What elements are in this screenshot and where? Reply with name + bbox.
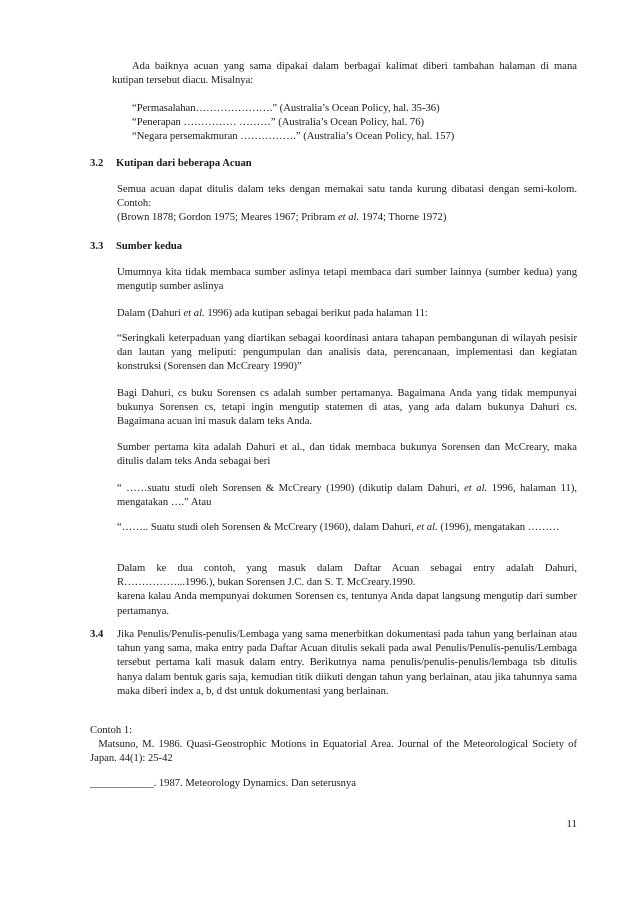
section-3-4-paragraph: Jika Penulis/Penulis-penulis/Lembaga yang sama menerbitkan dokumentasi pada tahun yang berlainan atau tahun yang sama, maka entry pada Daftar Acuan ditulis sekali pada awal Penulis/Penulis-penulis/Lembaga tersebut pertama kali masuk dalam entry. Berikutnya nama penulis/penulis-penulis/lembaga tsb ditulis hanya dalam bentuk garis saja, kemudian titik diikuti dengan tahun yang berlainan, atau jika tahunnya sama maka diberi index a, b, d dst untuk dokumentasi yang berlainan. [117,629,577,697]
example-label [90,724,132,738]
example-quote-2 [117,521,577,535]
section-title: Kutipan dari beberapa Acuan [116,158,252,169]
section-3-3-paragraph-3: Bagi Dahuri, cs buku Sorensen cs adalah sumber pertamanya. Bagaimana Anda yang tidak mempunyai bukunya Sorensen cs, tetapi ingin mengutip statemen di atas, yang ada dalam bukunya Dahuri cs. Bagaimana acuan ini masuk dalam teks Anda. [117,388,577,428]
page-number: 11 [566,818,577,830]
citation-text: (Brown 1878; Gordon 1975; Meares 1967; Pribram [117,212,338,223]
section-number: 3.3 [90,241,104,252]
quote-text: 1996, halaman 11), mengatakan ….” Atau [117,483,577,509]
section-title: Sumber kedua [116,241,183,252]
example-line: “Permasalahan………………….” (Australia’s Ocean Policy, hal. 35-36) [132,103,440,114]
section-3-3-paragraph-1: Umumnya kita tidak membaca sumber aslinya tetapi membaca dari sumber lainnya (sumber kedua) yang mengutip sumber aslinya [117,267,577,293]
section-3-3-paragraph-4: Sumber pertama kita adalah Dahuri et al., dan tidak membaca bukunya Sorensen dan McCreary, maka ditulis dalam teks Anda sebagai beri [117,442,577,468]
paragraph-text: karena kalau Anda mempunyai dokumen Sorensen cs, tentunya Anda dapat langsung mengutip dari sumber pertamanya. [117,591,577,617]
example-quote-1 [117,482,577,510]
quote-text: “ ……suatu studi oleh Sorensen & McCreary (1990) (dikutip dalam Dahuri, [117,483,465,494]
et-al: et al. [337,212,360,223]
example-line: “Negara persemakmuran …………….” (Australia’s Ocean Policy, hal. 157) [132,131,455,143]
paragraph-text: 1996) ada kutipan sebagai berikut pada halaman 11: [204,308,428,319]
section-3-3-paragraph-2 [117,307,428,321]
reference-entry-2 [90,777,356,791]
example-line: “Penerapan …………… ………” (Australia’s Ocean Policy, hal. 76) [132,117,425,129]
section-number-3-4 [90,628,103,642]
et-al: et al. [416,522,438,533]
et-al: et al. [183,308,205,319]
section-number: 3.2 [90,158,104,169]
example-label-text: Contoh 1: [90,725,133,736]
paragraph-line: R……………...1996.), bukan Sorensen J.C. dan S. T. McCreary.1990. [117,577,416,589]
section-heading-3-3 [90,240,182,254]
reference-text: ____________. 1987. Meteorology Dynamics. Dan seterusnya [90,778,356,789]
section-number: 3.4 [90,629,104,640]
quote-text: (1996), mengatakan ……… [437,522,560,533]
quote-text: “…….. Suatu studi oleh Sorensen & McCreary (1960), dalam Dahuri, [117,522,417,533]
paragraph-text: Dalam (Dahuri [117,308,184,319]
et-al: et al. [464,483,488,494]
section-3-3-paragraph-5 [117,562,577,619]
quote-paragraph: “Seringkali keterpaduan yang diartikan sebagai koordinasi antara tahapan pembangunan di wilayah pesisir dan lautan yang meliputi: pengumpulan dan analisis data, perencanaan, implementasi dan kegiatan konstruksi (Sorensen dan McCreary 1990)” [117,333,577,373]
reference-entry-1: Matsuno, M. 1986. Quasi-Geostrophic Motions in Equatorial Area. Journal of the Meteorological Society of Japan. 44(1): 25-42 [90,739,580,765]
citation-example [117,211,446,225]
intro-paragraph: Ada baiknya acuan yang sama dipakai dalam berbagai kalimat diberi tambahan halaman di mana kutipan tersebut diacu. Misalnya: [112,61,577,87]
citation-text: 1974; Thorne 1972) [359,212,447,223]
paragraph-line: Dalam ke dua contoh, yang masuk dalam Daftar Acuan sebagai entry adalah Dahuri, [117,563,577,574]
intro-examples [132,102,454,145]
section-3-2-paragraph: Semua acuan dapat ditulis dalam teks dengan memakai satu tanda kurung dibatasi dengan semi-kolom. Contoh: [117,184,577,210]
section-heading-3-2 [90,157,252,171]
